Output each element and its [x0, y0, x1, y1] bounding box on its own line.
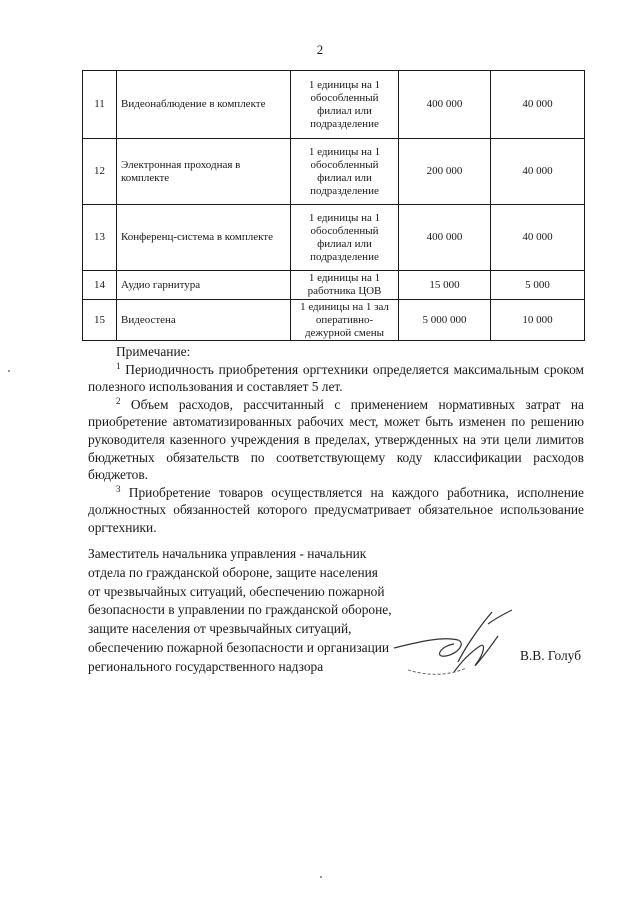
item-norm: 1 единицы на 1 обособленный филиал или подразделение — [291, 205, 399, 271]
item-cost: 5 000 — [491, 271, 585, 300]
note-text: Объем расходов, рассчитанный с применением нормативных затрат на приобретение автоматизированных рабочих мест, может быть изменен по решению руководителя казенного учреждения в пределах, утвержденных на эти цели лимитов бюджетных обязательств по соответствующему коду классификации расходов бюджетов. — [88, 396, 584, 483]
note-1 — [88, 361, 584, 396]
item-cost: 40 000 — [491, 71, 585, 139]
item-name: Видеостена — [117, 300, 291, 341]
footnote-mark: 1 — [116, 360, 121, 371]
row-number: 13 — [83, 205, 117, 271]
table-row — [83, 71, 585, 139]
position-line: от чрезвычайных ситуаций, обеспечению пожарной — [88, 583, 385, 599]
item-price: 400 000 — [399, 205, 491, 271]
row-number: 14 — [83, 271, 117, 300]
note-3 — [88, 484, 584, 537]
row-number: 11 — [83, 71, 117, 139]
note-text: Периодичность приобретения оргтехники определяется максимальным сроком полезного использования и составляет 5 лет. — [88, 361, 584, 395]
item-price: 5 000 000 — [399, 300, 491, 341]
table-row — [83, 271, 585, 300]
note-text: Приобретение товаров осуществляется на каждого работника, исполнение должностных обязанностей которого предусматривает обязательное использование оргтехники. — [88, 484, 584, 535]
item-cost: 40 000 — [491, 205, 585, 271]
position-line: Заместитель начальника управления - начальник — [88, 546, 367, 561]
item-price: 200 000 — [399, 139, 491, 205]
item-norm: 1 единицы на 1 обособленный филиал или подразделение — [291, 71, 399, 139]
handwritten-signature — [388, 606, 518, 686]
position-line: защите населения от чрезвычайных ситуаций, — [88, 621, 352, 637]
row-number: 15 — [83, 300, 117, 341]
table-row — [83, 139, 585, 205]
equipment-table — [82, 70, 585, 341]
note-2 — [88, 396, 584, 484]
scan-speck — [8, 370, 10, 372]
item-cost: 40 000 — [491, 139, 585, 205]
position-line: отдела по гражданской обороне, защите населения — [88, 564, 378, 580]
position-line: безопасности в управлении по гражданской обороне, — [88, 602, 392, 618]
item-name: Конференц-система в комплекте — [117, 205, 291, 271]
item-price: 15 000 — [399, 271, 491, 300]
scan-speck — [320, 876, 322, 878]
table-row — [83, 205, 585, 271]
item-norm: 1 единицы на 1 зал оперативно-дежурной смены — [291, 300, 399, 341]
position-line: обеспечению пожарной безопасности и организации — [88, 639, 390, 655]
item-name: Электронная проходная в комплекте — [117, 139, 291, 205]
footnote-mark: 2 — [116, 395, 121, 406]
item-norm: 1 единицы на 1 работника ЦОВ — [291, 271, 399, 300]
item-norm: 1 единицы на 1 обособленный филиал или подразделение — [291, 139, 399, 205]
notes-section — [88, 343, 584, 537]
footnote-mark: 3 — [116, 483, 121, 494]
item-cost: 10 000 — [491, 300, 585, 341]
signer-name: В.В. Голуб — [520, 648, 582, 663]
row-number: 12 — [83, 139, 117, 205]
item-price: 400 000 — [399, 71, 491, 139]
table-row — [83, 300, 585, 341]
page-number: 2 — [316, 42, 324, 57]
item-name: Аудио гарнитура — [117, 271, 291, 300]
item-name: Видеонаблюдение в комплекте — [117, 71, 291, 139]
position-line: регионального государственного надзора — [88, 658, 324, 674]
notes-heading: Примечание: — [116, 344, 191, 359]
